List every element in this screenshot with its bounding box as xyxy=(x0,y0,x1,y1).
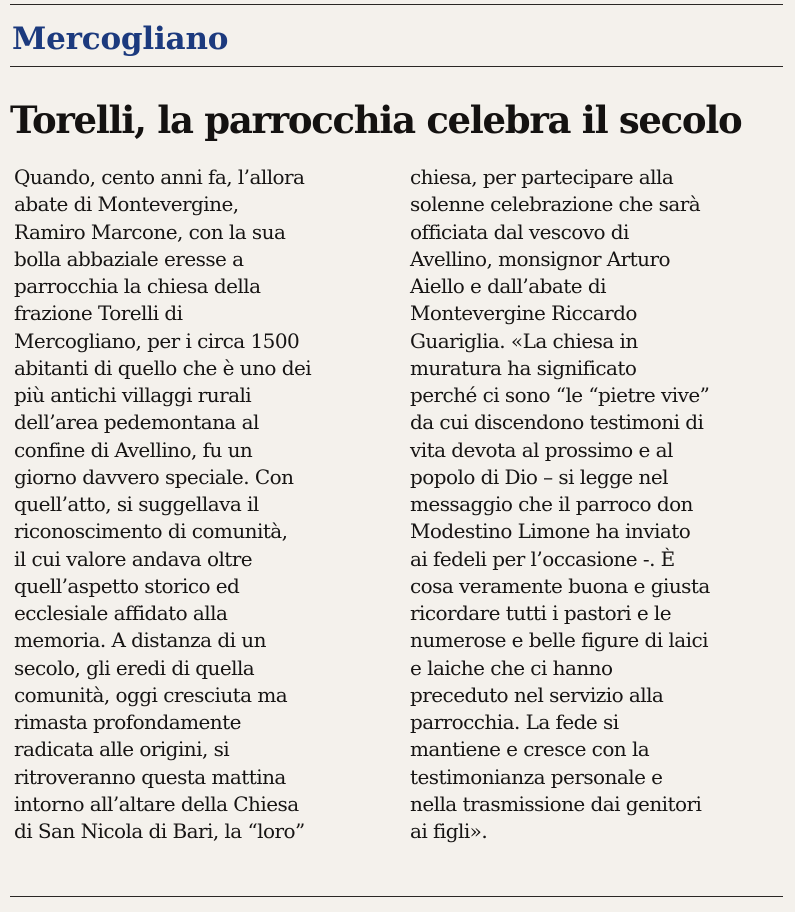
text-line: di San Nicola di Bari, la “loro” xyxy=(14,819,305,843)
text-line: numerose e belle figure di laici xyxy=(410,628,708,653)
text-line: ai fedeli per l’occasione -. È xyxy=(410,546,675,571)
text-line: ritroveranno questa mattina xyxy=(14,764,286,789)
text-line: frazione Torelli di xyxy=(14,301,183,326)
text-line: rimasta profondamente xyxy=(14,710,241,734)
bottom-rule xyxy=(10,896,783,897)
text-line: radicata alle origini, si xyxy=(14,737,230,762)
headline: Torelli, la parrocchia celebra il secolo xyxy=(10,98,742,142)
text-line: Avellino, monsignor Arturo xyxy=(410,246,671,271)
text-line: chiesa, per partecipare alla xyxy=(410,165,674,189)
text-line: Aiello e dall’abate di xyxy=(410,274,606,298)
text-line: il cui valore andava oltre xyxy=(14,546,253,571)
text-line: abitanti di quello che è uno dei xyxy=(14,355,312,380)
text-line: comunità, oggi cresciuta ma xyxy=(14,682,288,707)
article-column-right xyxy=(410,164,793,845)
text-line: intorno all’altare della Chiesa xyxy=(14,791,299,816)
text-line: memoria. A distanza di un xyxy=(14,628,266,653)
text-line: nella trasmissione dai genitori xyxy=(410,791,702,816)
text-line: più antichi villaggi rurali xyxy=(14,383,252,407)
text-line: ecclesiale affidato alla xyxy=(14,601,228,625)
text-line: mantiene e cresce con la xyxy=(410,737,650,762)
text-line: Quando, cento anni fa, l’allora xyxy=(14,165,305,189)
text-line: confine di Avellino, fu un xyxy=(14,437,253,462)
text-line: preceduto nel servizio alla xyxy=(410,682,664,707)
text-line: parrocchia. La fede si xyxy=(410,710,619,734)
text-line: perché ci sono “le “pietre vive” xyxy=(410,383,710,407)
text-line: parrocchia la chiesa della xyxy=(14,274,261,298)
text-line: Montevergine Riccardo xyxy=(410,301,637,326)
text-line: messaggio che il parroco don xyxy=(410,492,693,516)
text-line: Mercogliano, per i circa 1500 xyxy=(14,328,300,353)
text-line: ai figli». xyxy=(410,819,488,843)
text-line: Ramiro Marcone, con la sua xyxy=(14,219,286,244)
text-line: popolo di Dio – si legge nel xyxy=(410,464,668,489)
text-line: quell’aspetto storico ed xyxy=(14,573,240,598)
text-line: quell’atto, si suggellava il xyxy=(14,492,259,516)
section-divider xyxy=(10,66,783,67)
text-line: cosa veramente buona e giusta xyxy=(410,573,710,598)
text-line: Guariglia. «La chiesa in xyxy=(410,328,638,353)
text-line: officiata dal vescovo di xyxy=(410,219,629,244)
text-line: ricordare tutti i pastori e le xyxy=(410,601,672,625)
text-line: abate di Montevergine, xyxy=(14,192,239,217)
text-line: muratura ha significato xyxy=(410,355,637,380)
text-line: giorno davvero speciale. Con xyxy=(14,464,294,489)
section-label: Mercogliano xyxy=(12,21,229,57)
text-line: da cui discendono testimoni di xyxy=(410,410,704,435)
text-line: bolla abbaziale eresse a xyxy=(14,246,244,271)
text-line: secolo, gli eredi di quella xyxy=(14,655,255,680)
text-line: Modestino Limone ha inviato xyxy=(410,519,691,544)
text-line: vita devota al prossimo e al xyxy=(410,437,673,462)
text-line: testimonianza personale e xyxy=(410,764,663,789)
article-column-left xyxy=(14,164,394,845)
text-line: e laiche che ci hanno xyxy=(410,655,613,680)
text-line: riconoscimento di comunità, xyxy=(14,519,288,544)
text-line: solenne celebrazione che sarà xyxy=(410,192,701,217)
top-rule xyxy=(10,4,783,5)
text-line: dell’area pedemontana al xyxy=(14,410,259,435)
